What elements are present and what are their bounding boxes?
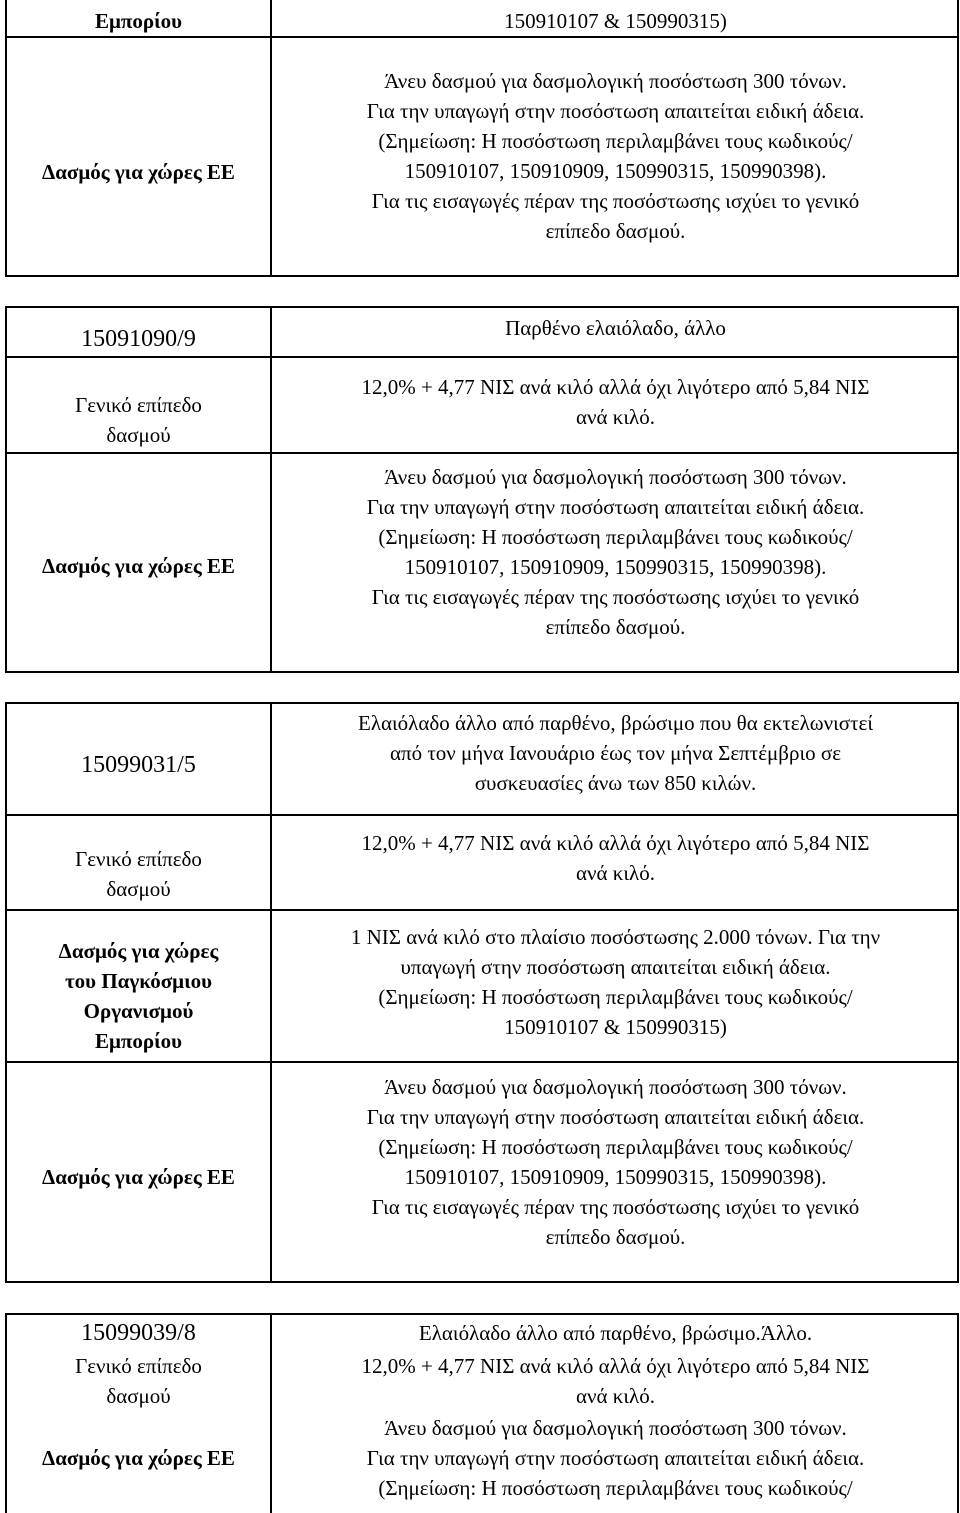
label-wto-duty: Δασμός για χώρες του Παγκόσμιου Οργανισμού Εμπορίου	[58, 939, 219, 1053]
tariff-block-15099039	[5, 1313, 959, 1513]
label-general-duty: Γενικό επίπεδο δασμού	[75, 1354, 202, 1408]
tariff-code: 15099031/5	[81, 752, 196, 778]
row-divider	[7, 356, 957, 358]
tariff-code: 15099039/8	[81, 1320, 196, 1346]
value-general-duty: 12,0% + 4,77 ΝΙΣ ανά κιλό αλλά όχι λιγότερο από 5,84 ΝΙΣ ανά κιλό.	[361, 375, 870, 429]
value-eu-duty: Άνευ δασμού για δασμολογική ποσόστωση 300 τόνων. Για την υπαγωγή στην ποσόστωση απαιτείται ειδική άδεια. (Σημείωση: Η ποσόστωση περιλαμβάνει τους κωδικούς/ 150910107, 150910909, 150990315, 150990398). Για τις εισαγωγές πέραν της ποσόστωσης ισχύει το γενικό επίπεδο δασμού.	[366, 1075, 865, 1249]
row-divider	[7, 814, 957, 816]
row-divider	[7, 1061, 957, 1063]
label-eu-duty: Δασμός για χώρες ΕΕ	[42, 1165, 235, 1189]
product-description: Ελαιόλαδο άλλο από παρθένο, βρώσιμο που θα εκτελωνιστεί από τον μήνα Ιανουάριο έως τον μήνα Σεπτέμβριο σε συσκευασίες άνω των 850 κιλών.	[358, 711, 873, 795]
row-divider	[7, 36, 957, 38]
value-wto-continued: 150910107 & 150990315)	[504, 9, 727, 33]
value-general-duty: 12,0% + 4,77 ΝΙΣ ανά κιλό αλλά όχι λιγότερο από 5,84 ΝΙΣ ανά κιλό.	[361, 1354, 870, 1408]
tariff-block-15099031	[5, 702, 959, 1283]
value-wto-duty: 1 ΝΙΣ ανά κιλό στο πλαίσιο ποσόστωσης 2.000 τόνων. Για την υπαγωγή στην ποσόστωση απαιτείται ειδική άδεια. (Σημείωση: Η ποσόστωση περιλαμβάνει τους κωδικούς/ 150910107 & 150990315)	[350, 925, 881, 1039]
value-general-duty: 12,0% + 4,77 ΝΙΣ ανά κιλό αλλά όχι λιγότερο από 5,84 ΝΙΣ ανά κιλό.	[361, 831, 870, 885]
label-eu-duty: Δασμός για χώρες ΕΕ	[42, 160, 235, 184]
label-eu-duty: Δασμός για χώρες ΕΕ	[42, 1446, 235, 1470]
label-eu-duty: Δασμός για χώρες ΕΕ	[42, 554, 235, 578]
row-divider	[7, 909, 957, 911]
product-description: Ελαιόλαδο άλλο από παρθένο, βρώσιμο.Άλλο.	[418, 1321, 813, 1345]
value-eu-duty: Άνευ δασμού για δασμολογική ποσόστωση 300 τόνων. Για την υπαγωγή στην ποσόστωση απαιτείται ειδική άδεια. (Σημείωση: Η ποσόστωση περιλαμβάνει τους κωδικούς/	[366, 1416, 865, 1500]
product-description: Παρθένο ελαιόλαδο, άλλο	[505, 316, 726, 340]
tariff-code: 15091090/9	[81, 326, 196, 352]
label-wto-continued: Εμπορίου	[94, 9, 183, 33]
row-divider	[7, 452, 957, 454]
value-eu-duty: Άνευ δασμού για δασμολογική ποσόστωση 300 τόνων. Για την υπαγωγή στην ποσόστωση απαιτείται ειδική άδεια. (Σημείωση: Η ποσόστωση περιλαμβάνει τους κωδικούς/ 150910107, 150910909, 150990315, 150990398). Για τις εισαγωγές πέραν της ποσόστωσης ισχύει το γενικό επίπεδο δασμού.	[366, 465, 865, 639]
label-general-duty: Γενικό επίπεδο δασμού	[75, 847, 202, 901]
tariff-block-continued	[5, 0, 959, 277]
label-general-duty: Γενικό επίπεδο δασμού	[75, 393, 202, 447]
tariff-block-15091090	[5, 306, 959, 673]
value-eu-duty: Άνευ δασμού για δασμολογική ποσόστωση 300 τόνων. Για την υπαγωγή στην ποσόστωση απαιτείται ειδική άδεια. (Σημείωση: Η ποσόστωση περιλαμβάνει τους κωδικούς/ 150910107, 150910909, 150990315, 150990398). Για τις εισαγωγές πέραν της ποσόστωσης ισχύει το γενικό επίπεδο δασμού.	[366, 69, 865, 243]
